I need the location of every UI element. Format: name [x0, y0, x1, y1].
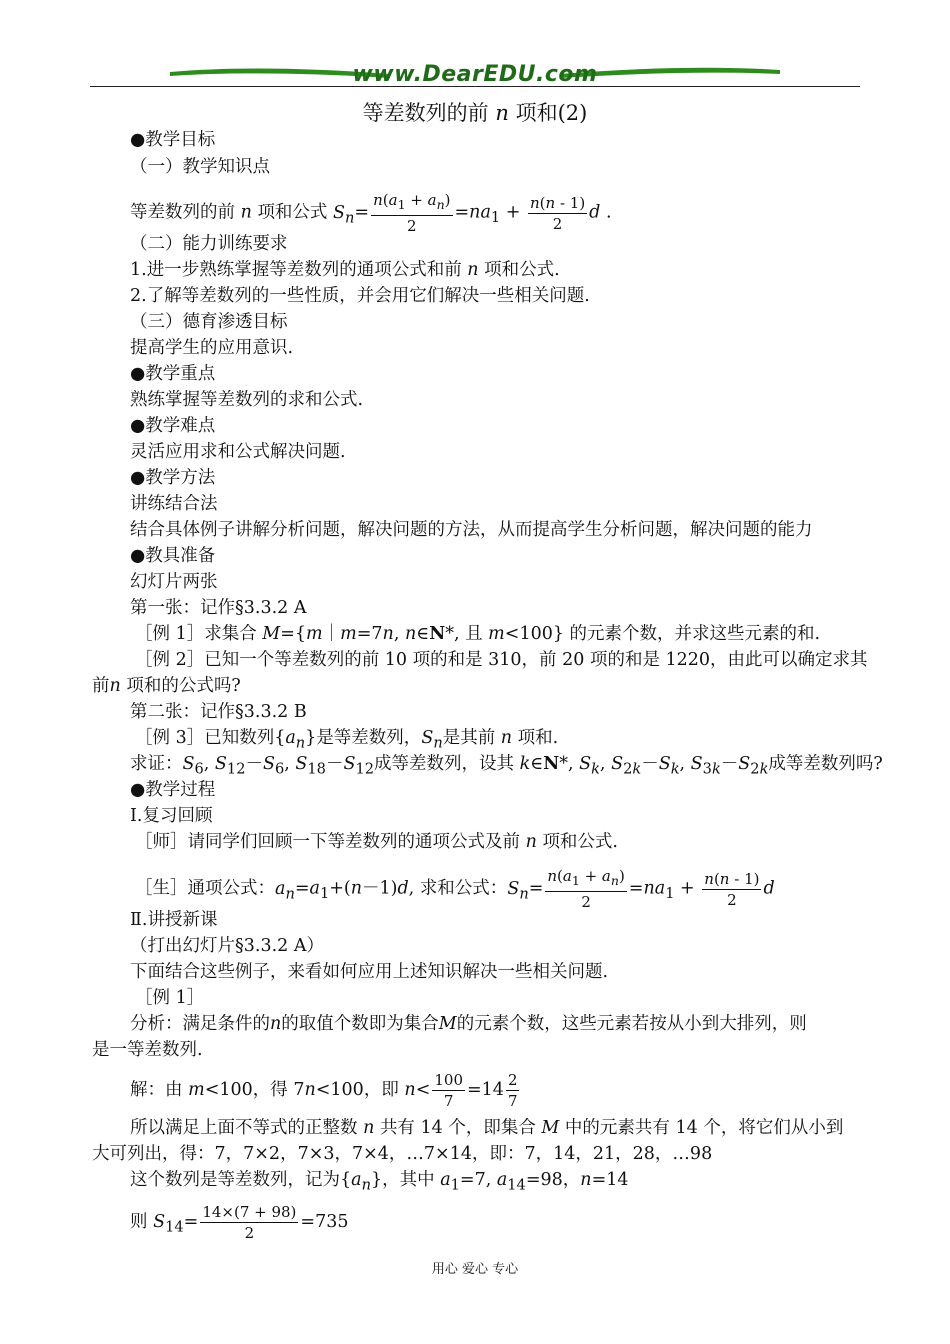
solution-line: 解：由 m<100，得 7n<100，即 n< $\frac{100}{7}$ =14 $\frac{2}{7}$	[130, 1071, 518, 1110]
section-process: ●教学过程	[130, 780, 216, 800]
list-line: 大可列出，得：7，7×2，7×3，7×4，…7×14，即：7，14，21，28，…98	[92, 1144, 713, 1164]
section-difficulty: ●教学难点	[130, 416, 216, 436]
count-line: 所以满足上面不等式的正整数 n 共有 14 个，即集合 M 中的元素共有 14 个，将它们从小到	[130, 1118, 844, 1138]
section-key: ●教学重点	[130, 364, 216, 384]
student-line: ［生］通项公式：$a_n=a_1+(n-1)d$, 求和公式：$S_n=$ $\frac{n(a_1 + a_n)}{2}$ $=na_1$ + $\frac{n(n - 1)}{2}$ d	[135, 867, 775, 911]
teacher-line: ［师］请同学们回顾一下等差数列的通项公式及前 n 项和公式.	[135, 832, 618, 852]
example-3-proof: 求证：$S_6$, $S_{12}-S_6$, $S_{18}-S_{12}$成等差数列，设其 k∈N*, $S_k$, $S_{2k}-S_k$, $S_{3k}-S_{2k}$成等差数列吗?	[130, 754, 883, 778]
method-text-2: 结合具体例子讲解分析问题，解决问题的方法，从而提高学生分析问题，解决问题的能力	[130, 520, 813, 540]
sequence-line: 这个数列是等差数列，记为$\{a_n\}$，其中 $a_1=7$, $a_{14}=98$，n=14	[130, 1170, 629, 1194]
sum-formula-line: 等差数列的前 n 项和公式 $S_n=$ $\frac{n(a_1 + a_n)}{2}$ $=na_1$ + $\frac{n(n - 1)}{2}$ d .	[130, 191, 612, 235]
subsection-moral: （三）德育渗透目标	[130, 312, 288, 332]
tools-text: 幻灯片两张	[130, 572, 218, 592]
analysis-continued: 是一等差数列.	[92, 1040, 203, 1060]
subsection-knowledge: （一）教学知识点	[130, 157, 270, 177]
difficulty-text: 灵活应用求和公式解决问题.	[130, 442, 346, 462]
slide-2-label: 第二张：记作§3.3.2 B	[130, 702, 307, 722]
show-slide-text: （打出幻灯片§3.3.2 A）	[130, 936, 324, 956]
key-text: 熟练掌握等差数列的求和公式.	[130, 390, 364, 410]
example-3-statement: ［例 3］已知数列$\{a_n\}$是等差数列，$S_n$是其前 n 项和.	[135, 728, 559, 752]
analysis-line: 分析：满足条件的n的取值个数即为集合M的元素个数，这些元素若按从小到大排列，则	[130, 1014, 807, 1034]
section-tools: ●教具准备	[130, 546, 216, 566]
ability-item-1: 1.进一步熟练掌握等差数列的通项公式和前 n 项和公式.	[130, 260, 560, 280]
example-2-statement: ［例 2］已知一个等差数列的前 10 项的和是 310，前 20 项的和是 1220，由此可以确定求其	[135, 650, 868, 670]
intro-text: 下面结合这些例子，来看如何应用上述知识解决一些相关问题.	[130, 962, 609, 982]
subsection-ability: （二）能力训练要求	[130, 234, 288, 254]
method-text-1: 讲练结合法	[130, 494, 218, 514]
page-title: 等差数列的前 n 项和(2)	[362, 101, 588, 125]
example-1-tag: ［例 1］	[135, 988, 205, 1008]
header-rule	[90, 86, 860, 87]
section-method: ●教学方法	[130, 468, 216, 488]
example-1-statement: ［例 1］求集合 M={m｜m=7n, n∈N*, 且 m<100} 的元素个数，并求这些元素的和.	[135, 624, 821, 644]
review-heading: Ⅰ.复习回顾	[130, 806, 213, 826]
site-url: www.DearEDU.com	[352, 62, 598, 87]
page-footer: 用心 爱心 专心	[431, 1262, 519, 1277]
new-lesson-heading: Ⅱ.讲授新课	[130, 910, 218, 930]
moral-text: 提高学生的应用意识.	[130, 338, 294, 358]
section-goal: ●教学目标	[130, 130, 216, 150]
ability-item-2: 2.了解等差数列的一些性质，并会用它们解决一些相关问题.	[130, 286, 590, 306]
slide-1-label: 第一张：记作§3.3.2 A	[130, 598, 307, 618]
example-2-continued: 前n 项和的公式吗?	[92, 676, 241, 696]
result-line: 则 $S_{14}=$ $\frac{14\times(7 + 98)}{2}$ =735	[130, 1203, 349, 1242]
